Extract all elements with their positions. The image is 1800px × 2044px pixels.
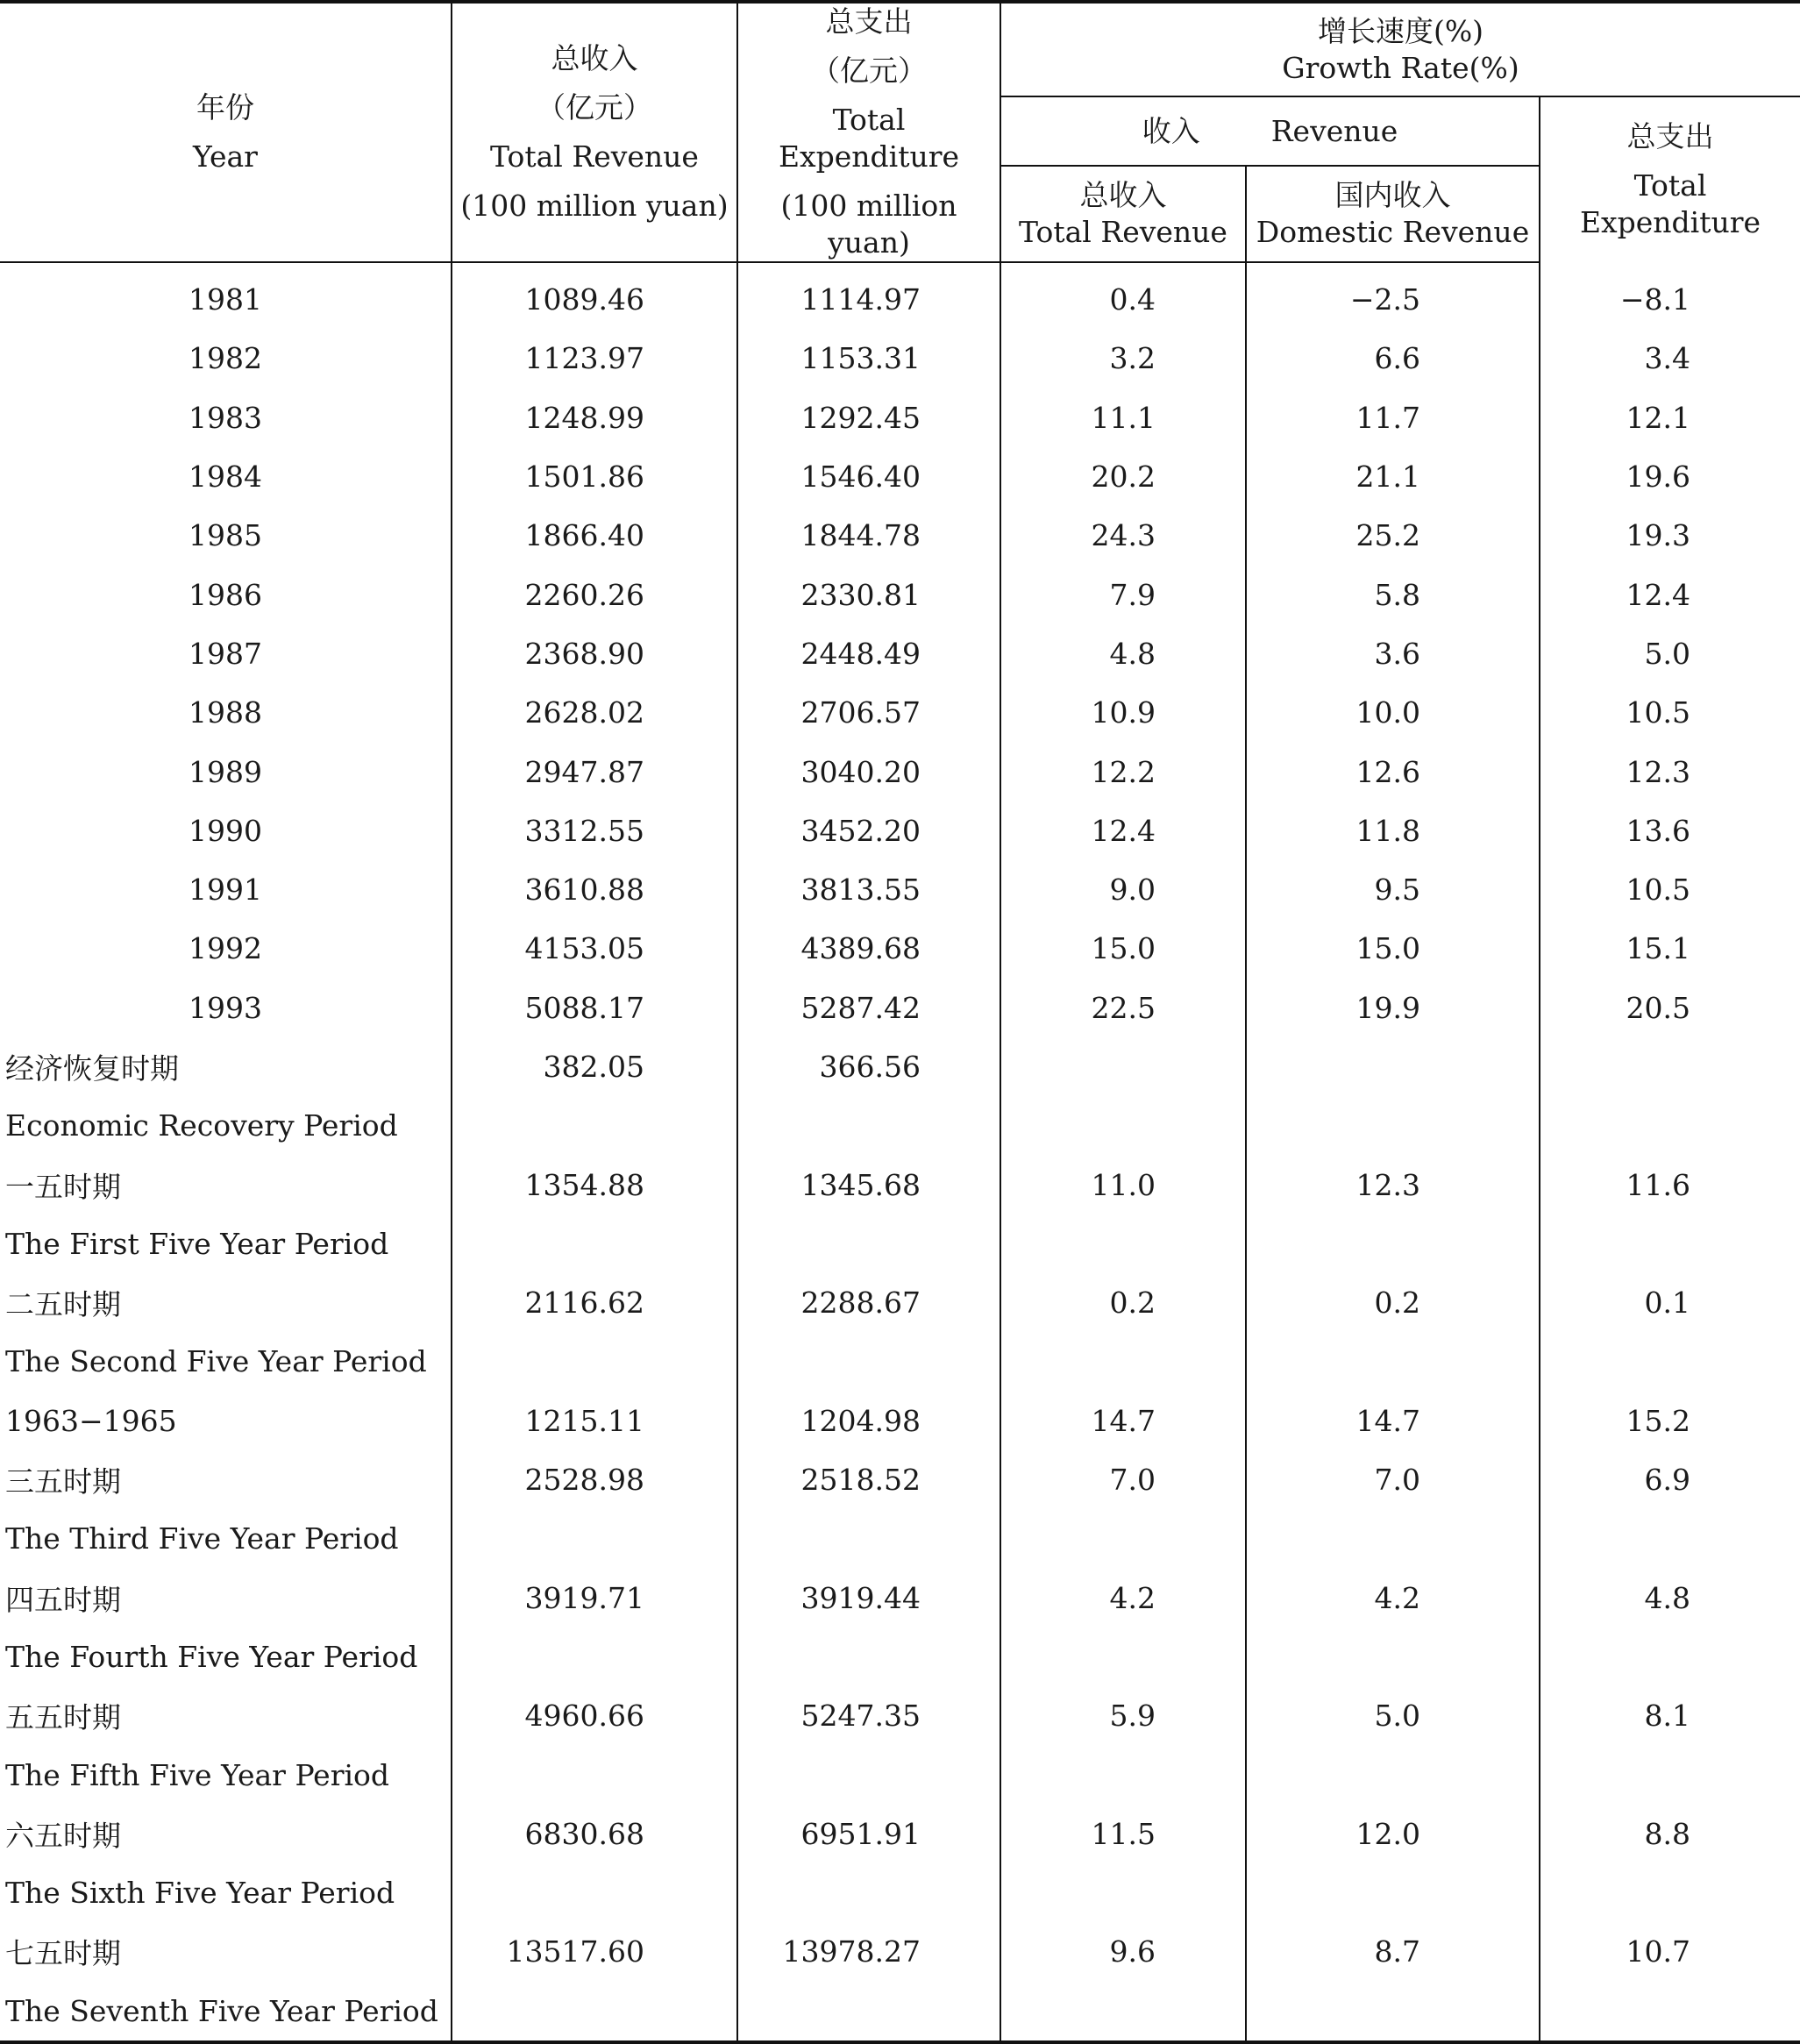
table-row — [0, 1155, 1800, 1214]
year-cell: The Sixth Five Year Period — [5, 1876, 395, 1911]
total-expenditure-cell: 2330.81 — [737, 565, 1000, 623]
total-revenue-cell — [452, 1096, 737, 1155]
year-cell: 七五时期 — [5, 1936, 121, 1971]
total-revenue-cell: 1354.88 — [452, 1155, 737, 1214]
growth-total-revenue-cell: 11.0 — [1000, 1155, 1246, 1214]
growth-total-revenue-cell: 11.1 — [1000, 388, 1246, 447]
growth-total-expenditure-cell — [1540, 1037, 1800, 1096]
table-row — [0, 1922, 1800, 1981]
revenue-group-header-en: Revenue — [1270, 113, 1398, 148]
growth-total-expenditure-cell: −8.1 — [1540, 262, 1800, 329]
total-expenditure-cell: 1292.45 — [737, 388, 1000, 447]
growth-domestic-revenue-cell — [1246, 1332, 1540, 1391]
table-row — [0, 565, 1800, 623]
growth-total-revenue-cell: 4.2 — [1000, 1569, 1246, 1627]
total-revenue-cell: 5088.17 — [452, 979, 737, 1037]
growth-total-revenue-cell: 4.8 — [1000, 624, 1246, 683]
year-cell: 1986 — [189, 577, 262, 612]
growth-domestic-revenue-cell: 12.3 — [1246, 1155, 1540, 1214]
table-row — [0, 1273, 1800, 1332]
total-revenue-cell: 3610.88 — [452, 860, 737, 919]
growth-total-expenditure-cell: 13.6 — [1540, 801, 1800, 860]
total-revenue-cell — [452, 1332, 737, 1391]
growth-total-expenditure-cell: 0.1 — [1540, 1273, 1800, 1332]
table-row — [0, 919, 1800, 978]
total-revenue-cell: 2947.87 — [452, 742, 737, 801]
total-expenditure-cell — [737, 1096, 1000, 1155]
total-expenditure-cell — [737, 1509, 1000, 1568]
growth-rate-header-zh: 增长速度(%) — [1317, 13, 1484, 48]
total-revenue-cell — [452, 1745, 737, 1804]
growth-domestic-revenue-cell: 15.0 — [1246, 919, 1540, 978]
table-row — [0, 262, 1800, 329]
total-revenue-cell: 4153.05 — [452, 919, 737, 978]
year-cell: 1993 — [189, 990, 262, 1025]
total-revenue-header-zh: 总收入 — [551, 41, 638, 75]
total-expenditure-header-en: Total Expenditure — [778, 103, 960, 174]
growth-total-revenue-cell: 20.2 — [1000, 447, 1246, 506]
growth-domestic-revenue-cell — [1246, 1745, 1540, 1804]
year-cell: 1987 — [189, 636, 262, 671]
table-row — [0, 979, 1800, 1037]
total-revenue-cell: 1866.40 — [452, 506, 737, 565]
total-expenditure-cell: 1204.98 — [737, 1392, 1000, 1450]
total-revenue-cell — [452, 1863, 737, 1922]
total-revenue-cell: 2628.02 — [452, 683, 737, 742]
growth-total-revenue-cell: 9.0 — [1000, 860, 1246, 919]
growth-total-revenue-cell — [1000, 1332, 1246, 1391]
growth-total-revenue-cell: 3.2 — [1000, 329, 1246, 388]
year-cell: 1983 — [189, 400, 262, 435]
table-row — [0, 683, 1800, 742]
growth-domestic-revenue-cell: 21.1 — [1246, 447, 1540, 506]
total-expenditure-cell: 2706.57 — [737, 683, 1000, 742]
total-revenue-cell: 4960.66 — [452, 1686, 737, 1745]
growth-domestic-revenue-zh: 国内收入 — [1334, 178, 1451, 212]
table-row — [0, 1982, 1800, 2042]
year-cell: 四五时期 — [5, 1582, 121, 1617]
table-row — [0, 1096, 1800, 1155]
table-row — [0, 1392, 1800, 1450]
growth-total-revenue-cell — [1000, 1509, 1246, 1568]
year-cell: The First Five Year Period — [5, 1226, 389, 1261]
total-expenditure-cell: 13978.27 — [737, 1922, 1000, 1981]
growth-total-expenditure-cell: 6.9 — [1540, 1450, 1800, 1509]
growth-domestic-revenue-cell: 5.8 — [1246, 565, 1540, 623]
total-expenditure-cell — [737, 1982, 1000, 2042]
growth-total-revenue-cell — [1000, 1214, 1246, 1273]
growth-total-expenditure-cell: 12.4 — [1540, 565, 1800, 623]
growth-domestic-revenue-cell: 25.2 — [1246, 506, 1540, 565]
growth-total-revenue-cell — [1000, 1982, 1246, 2042]
growth-domestic-revenue-cell: 5.0 — [1246, 1686, 1540, 1745]
total-expenditure-cell: 366.56 — [737, 1037, 1000, 1096]
growth-domestic-revenue-cell: 10.0 — [1246, 683, 1540, 742]
total-revenue-cell — [452, 1982, 737, 2042]
table-row — [0, 506, 1800, 565]
total-expenditure-cell: 6951.91 — [737, 1805, 1000, 1863]
growth-total-expenditure-cell: 15.2 — [1540, 1392, 1800, 1450]
year-header-en: Year — [193, 139, 258, 174]
growth-total-revenue-cell: 14.7 — [1000, 1392, 1246, 1450]
total-revenue-cell: 1123.97 — [452, 329, 737, 388]
year-cell: 1963−1965 — [5, 1403, 177, 1438]
total-expenditure-cell — [737, 1332, 1000, 1391]
year-cell: 经济恢复时期 — [5, 1051, 179, 1086]
total-revenue-cell — [452, 1509, 737, 1568]
total-revenue-header-en: Total Revenue — [490, 139, 699, 174]
total-revenue-cell: 2116.62 — [452, 1273, 737, 1332]
total-revenue-cell: 3312.55 — [452, 801, 737, 860]
total-revenue-cell: 2260.26 — [452, 565, 737, 623]
total-expenditure-cell: 2288.67 — [737, 1273, 1000, 1332]
growth-total-expenditure-en: Total Expenditure — [1579, 168, 1761, 239]
growth-total-expenditure-cell: 11.6 — [1540, 1155, 1800, 1214]
table-row — [0, 1627, 1800, 1686]
growth-total-revenue-cell: 15.0 — [1000, 919, 1246, 978]
growth-domestic-revenue-cell: 8.7 — [1246, 1922, 1540, 1981]
table-row — [0, 1863, 1800, 1922]
table-header — [0, 2, 1800, 262]
growth-domestic-revenue-cell: 7.0 — [1246, 1450, 1540, 1509]
table-row — [0, 1745, 1800, 1804]
year-cell: 1985 — [189, 518, 262, 553]
table-row — [0, 1450, 1800, 1509]
growth-total-revenue-cell — [1000, 1863, 1246, 1922]
table-row — [0, 860, 1800, 919]
growth-total-expenditure-cell — [1540, 1509, 1800, 1568]
growth-total-expenditure-cell: 10.5 — [1540, 860, 1800, 919]
growth-total-revenue-cell — [1000, 1096, 1246, 1155]
growth-domestic-revenue-cell: 6.6 — [1246, 329, 1540, 388]
table-row — [0, 1214, 1800, 1273]
growth-domestic-revenue-cell — [1246, 1509, 1540, 1568]
total-expenditure-unit-en: (100 million yuan) — [780, 189, 957, 260]
growth-total-revenue-cell: 5.9 — [1000, 1686, 1246, 1745]
growth-total-revenue-cell: 11.5 — [1000, 1805, 1246, 1863]
total-expenditure-cell: 4389.68 — [737, 919, 1000, 978]
growth-total-expenditure-cell — [1540, 1332, 1800, 1391]
growth-domestic-revenue-cell — [1246, 1982, 1540, 2042]
growth-total-expenditure-cell — [1540, 1096, 1800, 1155]
growth-total-expenditure-cell: 4.8 — [1540, 1569, 1800, 1627]
growth-total-revenue-cell: 12.2 — [1000, 742, 1246, 801]
total-revenue-cell: 13517.60 — [452, 1922, 737, 1981]
total-revenue-cell: 1089.46 — [452, 262, 737, 329]
growth-total-revenue-cell: 9.6 — [1000, 1922, 1246, 1981]
total-revenue-cell: 3919.71 — [452, 1569, 737, 1627]
growth-total-revenue-cell: 22.5 — [1000, 979, 1246, 1037]
year-cell: 1984 — [189, 459, 262, 495]
growth-total-expenditure-cell: 10.5 — [1540, 683, 1800, 742]
growth-domestic-revenue-cell: 14.7 — [1246, 1392, 1540, 1450]
year-cell: 1982 — [189, 341, 262, 376]
growth-total-expenditure-cell: 15.1 — [1540, 919, 1800, 978]
total-expenditure-cell: 3813.55 — [737, 860, 1000, 919]
year-cell: 1981 — [189, 282, 262, 317]
growth-domestic-revenue-cell: 12.0 — [1246, 1805, 1540, 1863]
growth-total-revenue-cell — [1000, 1627, 1246, 1686]
table-row — [0, 624, 1800, 683]
year-header — [0, 2, 452, 262]
total-revenue-cell: 6830.68 — [452, 1805, 737, 1863]
growth-domestic-revenue-cell — [1246, 1627, 1540, 1686]
growth-rate-header — [1000, 2, 1800, 96]
total-expenditure-cell: 1546.40 — [737, 447, 1000, 506]
total-expenditure-unit-zh: （亿元） — [811, 53, 927, 88]
table-row — [0, 1805, 1800, 1863]
growth-domestic-revenue-cell: 11.8 — [1246, 801, 1540, 860]
growth-total-revenue-cell — [1000, 1745, 1246, 1804]
table-row — [0, 329, 1800, 388]
total-revenue-unit-zh: （亿元） — [537, 90, 652, 125]
growth-domestic-revenue-header — [1246, 166, 1540, 262]
total-revenue-cell — [452, 1627, 737, 1686]
growth-total-expenditure-cell: 20.5 — [1540, 979, 1800, 1037]
total-expenditure-cell — [737, 1863, 1000, 1922]
growth-total-revenue-cell: 0.4 — [1000, 262, 1246, 329]
growth-total-expenditure-header — [1540, 96, 1800, 262]
revenue-group-header — [1000, 96, 1540, 166]
table-body — [0, 262, 1800, 2042]
growth-total-expenditure-cell: 12.3 — [1540, 742, 1800, 801]
year-cell: The Fourth Five Year Period — [5, 1639, 418, 1674]
total-revenue-cell: 2368.90 — [452, 624, 737, 683]
growth-total-expenditure-cell: 12.1 — [1540, 388, 1800, 447]
total-expenditure-cell: 1153.31 — [737, 329, 1000, 388]
table-row — [0, 1509, 1800, 1568]
total-revenue-header — [452, 2, 737, 262]
total-expenditure-header-zh: 总支出 — [825, 4, 913, 39]
total-expenditure-cell: 5287.42 — [737, 979, 1000, 1037]
growth-domestic-revenue-cell: 9.5 — [1246, 860, 1540, 919]
year-cell: Economic Recovery Period — [5, 1108, 398, 1143]
total-expenditure-cell — [737, 1627, 1000, 1686]
total-revenue-cell: 1215.11 — [452, 1392, 737, 1450]
year-cell: 1988 — [189, 695, 262, 730]
total-expenditure-cell: 2448.49 — [737, 624, 1000, 683]
revenue-group-header-zh: 收入 — [1142, 113, 1200, 148]
total-expenditure-cell: 1114.97 — [737, 262, 1000, 329]
growth-domestic-revenue-cell: 12.6 — [1246, 742, 1540, 801]
year-cell: The Seventh Five Year Period — [5, 1993, 438, 2028]
growth-total-revenue-header — [1000, 166, 1246, 262]
total-expenditure-cell: 3040.20 — [737, 742, 1000, 801]
table-row — [0, 801, 1800, 860]
growth-rate-header-en: Growth Rate(%) — [1282, 50, 1519, 85]
growth-total-expenditure-cell: 3.4 — [1540, 329, 1800, 388]
growth-domestic-revenue-cell: 11.7 — [1246, 388, 1540, 447]
growth-total-expenditure-cell: 8.8 — [1540, 1805, 1800, 1863]
growth-total-revenue-zh: 总收入 — [1079, 178, 1167, 212]
growth-domestic-revenue-cell — [1246, 1863, 1540, 1922]
total-expenditure-cell: 2518.52 — [737, 1450, 1000, 1509]
total-expenditure-cell: 3919.44 — [737, 1569, 1000, 1627]
year-cell: The Fifth Five Year Period — [5, 1757, 390, 1792]
total-revenue-cell: 1501.86 — [452, 447, 737, 506]
growth-total-revenue-cell: 10.9 — [1000, 683, 1246, 742]
table-row — [0, 447, 1800, 506]
total-expenditure-cell — [737, 1745, 1000, 1804]
growth-total-revenue-cell — [1000, 1037, 1246, 1096]
total-revenue-cell: 2528.98 — [452, 1450, 737, 1509]
total-expenditure-cell: 1345.68 — [737, 1155, 1000, 1214]
table-row — [0, 1686, 1800, 1745]
growth-domestic-revenue-cell: 19.9 — [1246, 979, 1540, 1037]
total-revenue-cell: 1248.99 — [452, 388, 737, 447]
growth-total-revenue-cell: 24.3 — [1000, 506, 1246, 565]
growth-domestic-revenue-cell — [1246, 1214, 1540, 1273]
table-row — [0, 742, 1800, 801]
growth-domestic-revenue-cell — [1246, 1096, 1540, 1155]
growth-total-expenditure-cell: 19.6 — [1540, 447, 1800, 506]
growth-total-expenditure-cell: 19.3 — [1540, 506, 1800, 565]
year-cell: 1989 — [189, 754, 262, 789]
total-expenditure-header — [737, 2, 1000, 262]
growth-domestic-revenue-cell: 4.2 — [1246, 1569, 1540, 1627]
growth-total-expenditure-cell: 8.1 — [1540, 1686, 1800, 1745]
growth-total-revenue-cell: 12.4 — [1000, 801, 1246, 860]
table-row — [0, 388, 1800, 447]
growth-total-revenue-cell: 7.0 — [1000, 1450, 1246, 1509]
year-cell: 五五时期 — [5, 1700, 121, 1735]
year-cell: 1990 — [189, 813, 262, 848]
year-cell: 1991 — [189, 872, 262, 908]
growth-total-expenditure-cell — [1540, 1863, 1800, 1922]
year-cell: 三五时期 — [5, 1464, 121, 1499]
table-row — [0, 1569, 1800, 1627]
total-revenue-cell — [452, 1214, 737, 1273]
year-cell: 二五时期 — [5, 1287, 121, 1322]
growth-total-expenditure-zh: 总支出 — [1626, 119, 1714, 153]
growth-total-expenditure-cell: 5.0 — [1540, 624, 1800, 683]
year-header-zh: 年份 — [196, 90, 254, 125]
growth-domestic-revenue-cell: 0.2 — [1246, 1273, 1540, 1332]
table-row — [0, 1037, 1800, 1096]
total-revenue-unit-en: (100 million yuan) — [460, 189, 729, 223]
growth-total-revenue-en: Total Revenue — [1019, 215, 1227, 249]
growth-total-expenditure-cell: 10.7 — [1540, 1922, 1800, 1981]
table-row — [0, 1332, 1800, 1391]
growth-domestic-revenue-cell: 3.6 — [1246, 624, 1540, 683]
total-revenue-cell: 382.05 — [452, 1037, 737, 1096]
growth-total-revenue-cell: 0.2 — [1000, 1273, 1246, 1332]
year-cell: The Third Five Year Period — [5, 1521, 399, 1556]
year-cell: 1992 — [189, 931, 262, 966]
total-expenditure-cell: 5247.35 — [737, 1686, 1000, 1745]
growth-total-expenditure-cell — [1540, 1745, 1800, 1804]
total-expenditure-cell — [737, 1214, 1000, 1273]
year-cell: 一五时期 — [5, 1169, 121, 1204]
growth-total-revenue-cell: 7.9 — [1000, 565, 1246, 623]
growth-domestic-revenue-cell: −2.5 — [1246, 262, 1540, 329]
total-expenditure-cell: 1844.78 — [737, 506, 1000, 565]
growth-total-expenditure-cell — [1540, 1982, 1800, 2042]
year-cell: 六五时期 — [5, 1818, 121, 1853]
growth-total-expenditure-cell — [1540, 1214, 1800, 1273]
year-cell: The Second Five Year Period — [5, 1344, 427, 1379]
growth-domestic-revenue-en: Domestic Revenue — [1256, 215, 1530, 249]
total-expenditure-cell: 3452.20 — [737, 801, 1000, 860]
growth-total-expenditure-cell — [1540, 1627, 1800, 1686]
growth-domestic-revenue-cell — [1246, 1037, 1540, 1096]
